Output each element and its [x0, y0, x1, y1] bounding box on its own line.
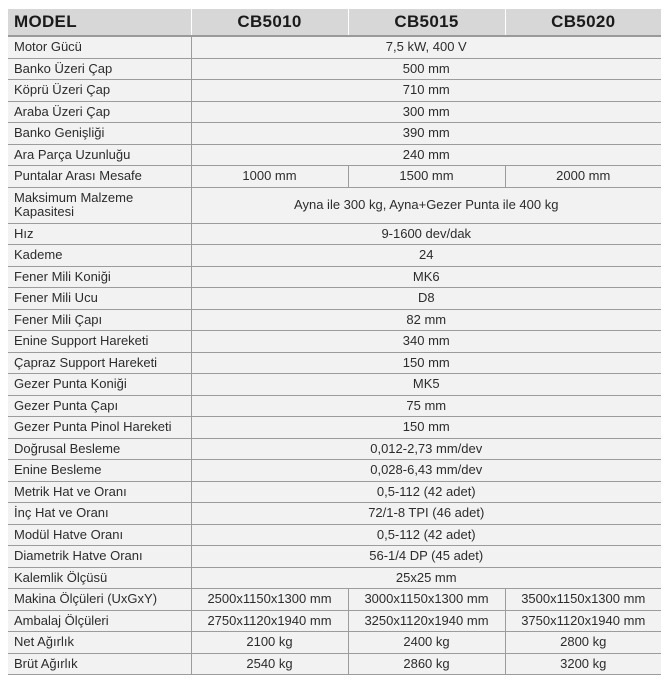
- row-value: 340 mm: [191, 331, 661, 353]
- row-value: 300 mm: [191, 101, 661, 123]
- table-row: [8, 352, 661, 374]
- table-row: [8, 395, 661, 417]
- row-label: Gezer Punta Koniği: [8, 374, 191, 396]
- row-label: Fener Mili Koniği: [8, 266, 191, 288]
- row-label: Maksimum Malzeme Kapasitesi: [8, 187, 191, 223]
- table-row: [8, 481, 661, 503]
- row-label: Çapraz Support Hareketi: [8, 352, 191, 374]
- row-value: 75 mm: [191, 395, 661, 417]
- row-value: 1500 mm: [348, 166, 505, 188]
- row-value: 2750x1120x1940 mm: [191, 610, 348, 632]
- spec-body: [8, 36, 661, 675]
- row-value: 2860 kg: [348, 653, 505, 675]
- row-value: MK6: [191, 266, 661, 288]
- row-value: MK5: [191, 374, 661, 396]
- row-value: 3250x1120x1940 mm: [348, 610, 505, 632]
- table-row: [8, 567, 661, 589]
- row-label: İnç Hat ve Oranı: [8, 503, 191, 525]
- row-value: 3200 kg: [505, 653, 661, 675]
- row-value: 2400 kg: [348, 632, 505, 654]
- row-value: Ayna ile 300 kg, Ayna+Gezer Punta ile 400 kg: [191, 187, 661, 223]
- table-row: [8, 524, 661, 546]
- row-value: 9-1600 dev/dak: [191, 223, 661, 245]
- row-label: Motor Gücü: [8, 36, 191, 58]
- row-value: 56-1/4 DP (45 adet): [191, 546, 661, 568]
- header-cb5015: CB5015: [348, 9, 505, 36]
- spec-table: [8, 9, 661, 675]
- row-value: D8: [191, 288, 661, 310]
- row-value: 1000 mm: [191, 166, 348, 188]
- row-value: 82 mm: [191, 309, 661, 331]
- table-row: [8, 80, 661, 102]
- row-label: Ara Parça Uzunluğu: [8, 144, 191, 166]
- row-label: Brüt Ağırlık: [8, 653, 191, 675]
- table-row: [8, 589, 661, 611]
- row-value: 2000 mm: [505, 166, 661, 188]
- row-label: Gezer Punta Çapı: [8, 395, 191, 417]
- table-row: [8, 166, 661, 188]
- table-row: [8, 417, 661, 439]
- table-row: [8, 144, 661, 166]
- row-value: 710 mm: [191, 80, 661, 102]
- table-row: [8, 58, 661, 80]
- row-value: 0,5-112 (42 adet): [191, 481, 661, 503]
- header-row: [8, 9, 661, 36]
- table-row: [8, 503, 661, 525]
- row-value: 24: [191, 245, 661, 267]
- table-row: [8, 123, 661, 145]
- row-label: Enine Besleme: [8, 460, 191, 482]
- row-label: Hız: [8, 223, 191, 245]
- row-value: 72/1-8 TPI (46 adet): [191, 503, 661, 525]
- row-label: Modül Hatve Oranı: [8, 524, 191, 546]
- table-row: [8, 245, 661, 267]
- table-row: [8, 610, 661, 632]
- row-value: 150 mm: [191, 417, 661, 439]
- row-value: 3750x1120x1940 mm: [505, 610, 661, 632]
- row-value: 0,5-112 (42 adet): [191, 524, 661, 546]
- row-value: 7,5 kW, 400 V: [191, 36, 661, 58]
- table-row: [8, 374, 661, 396]
- row-label: Metrik Hat ve Oranı: [8, 481, 191, 503]
- row-label: Doğrusal Besleme: [8, 438, 191, 460]
- row-value: 390 mm: [191, 123, 661, 145]
- row-value: 2500x1150x1300 mm: [191, 589, 348, 611]
- table-row: [8, 331, 661, 353]
- row-value: 150 mm: [191, 352, 661, 374]
- row-label: Gezer Punta Pinol Hareketi: [8, 417, 191, 439]
- table-row: [8, 309, 661, 331]
- table-row: [8, 653, 661, 675]
- table-row: [8, 438, 661, 460]
- header-model: MODEL: [8, 9, 191, 36]
- row-label: Puntalar Arası Mesafe: [8, 166, 191, 188]
- row-value: 0,012-2,73 mm/dev: [191, 438, 661, 460]
- table-row: [8, 187, 661, 223]
- row-label: Fener Mili Çapı: [8, 309, 191, 331]
- table-row: [8, 288, 661, 310]
- table-row: [8, 266, 661, 288]
- row-label: Ambalaj Ölçüleri: [8, 610, 191, 632]
- row-value: 240 mm: [191, 144, 661, 166]
- row-label: Kademe: [8, 245, 191, 267]
- row-label: Banko Genişliği: [8, 123, 191, 145]
- table-row: [8, 632, 661, 654]
- row-value: 2540 kg: [191, 653, 348, 675]
- row-label: Banko Üzeri Çap: [8, 58, 191, 80]
- row-value: 2800 kg: [505, 632, 661, 654]
- row-value: 3500x1150x1300 mm: [505, 589, 661, 611]
- row-value: 500 mm: [191, 58, 661, 80]
- row-label: Makina Ölçüleri (UxGxY): [8, 589, 191, 611]
- row-label: Fener Mili Ucu: [8, 288, 191, 310]
- row-label: Diametrik Hatve Oranı: [8, 546, 191, 568]
- row-value: 3000x1150x1300 mm: [348, 589, 505, 611]
- row-value: 25x25 mm: [191, 567, 661, 589]
- header-cb5010: CB5010: [191, 9, 348, 36]
- table-row: [8, 460, 661, 482]
- table-row: [8, 36, 661, 58]
- table-row: [8, 101, 661, 123]
- row-label: Net Ağırlık: [8, 632, 191, 654]
- row-label: Köprü Üzeri Çap: [8, 80, 191, 102]
- row-label: Araba Üzeri Çap: [8, 101, 191, 123]
- table-row: [8, 223, 661, 245]
- table-row: [8, 546, 661, 568]
- row-label: Kalemlik Ölçüsü: [8, 567, 191, 589]
- header-cb5020: CB5020: [505, 9, 661, 36]
- row-value: 0,028-6,43 mm/dev: [191, 460, 661, 482]
- row-label: Enine Support Hareketi: [8, 331, 191, 353]
- row-value: 2100 kg: [191, 632, 348, 654]
